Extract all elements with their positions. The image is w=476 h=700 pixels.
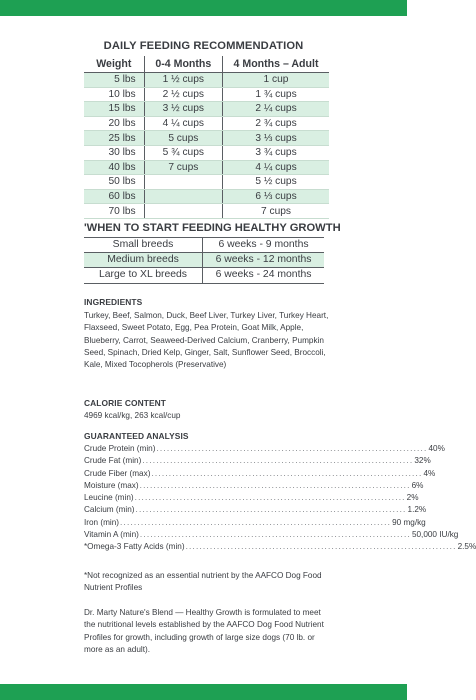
weight-cell: 30 lbs xyxy=(84,145,144,160)
list-item: Iron (min) .............................................................................. 90 mg/kg xyxy=(84,517,329,529)
nutrient-value: 50,000 IU/kg xyxy=(411,530,459,540)
puppy-cups-cell: 4 ¼ cups xyxy=(144,116,222,131)
adult-cups-cell: 1 ¾ cups xyxy=(223,87,329,102)
puppy-cups-cell: 7 cups xyxy=(144,160,222,175)
list-item: Leucine (min) .............................................................................. 2% xyxy=(84,492,329,504)
table-row xyxy=(84,253,324,268)
formulation-statement: Dr. Marty Nature's Blend — Healthy Growth is formulated to meet the nutritional levels established by the AAFCO Dog Food Nutrient Profiles for growth, including growth of large size dogs (70 lb. or more as an adult). xyxy=(84,608,324,654)
adult-cups-cell: 1 cup xyxy=(223,73,329,88)
weight-cell: 70 lbs xyxy=(84,204,144,219)
nutrient-name: Crude Protein (min) xyxy=(84,444,156,453)
nutrient-value: 2% xyxy=(406,493,419,503)
ingredients-text: Turkey, Beef, Salmon, Duck, Beef Liver, Turkey Liver, Turkey Heart, Flaxseed, Sweet Potato, Egg, Pea Protein, Goat Milk, Apple, Blueberry, Carrot, Seaweed-Derived Calcium, Cranberry, Pumpkin Seed, Spinach, Dried Kelp, Ginger, Salt, Sunflower Seed, Broccoli, Kale, Mixed Tocopherols (Preservative) xyxy=(84,311,329,370)
breed-size-cell: Medium breeds xyxy=(84,253,203,268)
weight-cell: 20 lbs xyxy=(84,116,144,131)
table-row xyxy=(84,189,329,204)
adult-cups-cell: 2 ¾ cups xyxy=(223,116,329,131)
puppy-cups-cell: 2 ½ cups xyxy=(144,87,222,102)
ingredients-title: INGREDIENTS xyxy=(84,297,143,307)
adult-cups-cell: 5 ½ cups xyxy=(223,175,329,190)
weight-cell: 10 lbs xyxy=(84,87,144,102)
puppy-cups-cell xyxy=(144,175,222,190)
nutrient-name: Moisture (max) xyxy=(84,480,139,490)
nutrient-name: Leucine (min) xyxy=(84,493,134,503)
list-item: Vitamin A (min) .............................................................................. 50,000 IU/kg xyxy=(84,529,329,541)
nutrient-value: 32% xyxy=(414,456,431,466)
table-row xyxy=(84,87,329,102)
age-range-cell: 6 weeks - 9 months xyxy=(203,238,325,253)
analysis-list xyxy=(84,443,476,554)
aafco-footnote: *Not recognized as an essential nutrient by the AAFCO Dog Food Nutrient Profiles xyxy=(84,571,322,593)
calorie-title: CALORIE CONTENT xyxy=(84,398,166,408)
list-item: Crude Fat (min) .............................................................................. 32% xyxy=(84,455,329,467)
nutrient-value: 6% xyxy=(411,480,424,490)
table-row xyxy=(84,238,324,253)
table-row xyxy=(84,102,329,117)
nutrient-value: 4% xyxy=(423,468,436,478)
weight-cell: 25 lbs xyxy=(84,131,144,146)
when-to-feed-title: 'WHEN TO START FEEDING HEALTHY GROWTH xyxy=(84,222,341,234)
header-weight: Weight xyxy=(84,56,144,73)
puppy-cups-cell xyxy=(144,204,222,219)
list-item: Crude Protein (min) .............................................................................. 40% xyxy=(84,443,329,455)
table-row xyxy=(84,116,329,131)
adult-cups-cell: 4 ¼ cups xyxy=(223,160,329,175)
adult-cups-cell: 3 ⅓ cups xyxy=(223,131,329,146)
puppy-cups-cell: 5 cups xyxy=(144,131,222,146)
adult-cups-cell: 7 cups xyxy=(223,204,329,219)
top-green-stripe xyxy=(0,0,407,16)
nutrient-value: 90 mg/kg xyxy=(392,517,426,527)
when-to-feed-table xyxy=(84,237,324,284)
nutrient-value: 2.5% xyxy=(457,542,476,552)
list-item: Crude Fiber (max) .............................................................................. 4% xyxy=(84,468,329,480)
puppy-cups-cell xyxy=(144,189,222,204)
table-row xyxy=(84,175,329,190)
adult-cups-cell: 3 ¾ cups xyxy=(223,145,329,160)
weight-cell: 50 lbs xyxy=(84,175,144,190)
table-row xyxy=(84,160,329,175)
feeding-table xyxy=(84,56,329,219)
table-row xyxy=(84,204,329,219)
weight-cell: 15 lbs xyxy=(84,102,144,117)
list-item: Moisture (max) .............................................................................. 6% xyxy=(84,480,329,492)
table-row xyxy=(84,145,329,160)
nutrient-value: 1.2% xyxy=(407,505,427,515)
nutrient-name: Crude Fiber (max) xyxy=(84,468,151,478)
breed-size-cell: Large to XL breeds xyxy=(84,268,203,283)
puppy-cups-cell: 1 ½ cups xyxy=(144,73,222,88)
table-row xyxy=(84,73,329,88)
weight-cell: 60 lbs xyxy=(84,189,144,204)
bottom-green-stripe xyxy=(0,684,407,700)
nutrient-name: Calcium (min) xyxy=(84,505,135,515)
adult-cups-cell: 6 ⅓ cups xyxy=(223,189,329,204)
puppy-cups-cell: 3 ½ cups xyxy=(144,102,222,117)
header-0-4-months: 0-4 Months xyxy=(144,56,222,73)
adult-cups-cell: 2 ¼ cups xyxy=(223,102,329,117)
puppy-cups-cell: 5 ¾ cups xyxy=(144,145,222,160)
header-4-months-adult: 4 Months – Adult xyxy=(223,56,329,73)
age-range-cell: 6 weeks - 12 months xyxy=(203,253,325,268)
nutrient-name: Vitamin A (min) xyxy=(84,530,139,540)
nutrient-name: Crude Fat (min) xyxy=(84,456,142,466)
age-range-cell: 6 weeks - 24 months xyxy=(203,268,325,283)
feeding-table-header xyxy=(84,56,329,73)
list-item: Calcium (min) .............................................................................. 1.2% xyxy=(84,504,329,516)
nutrient-value: 40% xyxy=(428,444,445,453)
nutrient-name: *Omega-3 Fatty Acids (min) xyxy=(84,542,185,552)
calorie-text: 4969 kcal/kg, 263 kcal/cup xyxy=(84,411,181,420)
weight-cell: 5 lbs xyxy=(84,73,144,88)
nutrient-name: Iron (min) xyxy=(84,517,120,527)
list-item: *Omega-3 Fatty Acids (min) .............................................................................. 2.5% xyxy=(84,541,329,553)
feeding-title: DAILY FEEDING RECOMMENDATION xyxy=(103,40,304,52)
table-row xyxy=(84,268,324,283)
table-row xyxy=(84,131,329,146)
weight-cell: 40 lbs xyxy=(84,160,144,175)
breed-size-cell: Small breeds xyxy=(84,238,203,253)
analysis-title: GUARANTEED ANALYSIS xyxy=(84,431,189,441)
